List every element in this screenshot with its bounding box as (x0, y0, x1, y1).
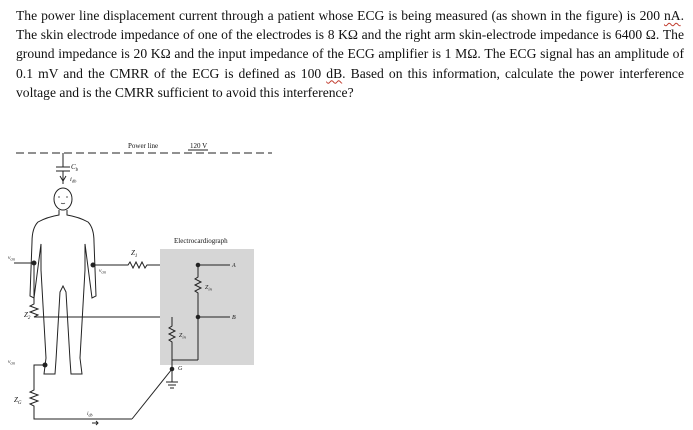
z1-label: $Z_1$ (131, 249, 138, 259)
unit-db-spellcheck: dB (326, 65, 343, 81)
ground-symbol (166, 369, 178, 388)
body-capacitor-cb (56, 153, 70, 184)
unit-na-spellcheck: nA (663, 8, 681, 23)
patient-body (30, 188, 96, 374)
ecg-interference-figure (0, 136, 300, 430)
question-part-3: . Based on this information, calculate the power interference voltage and is the CMRR sufficient to avoid this interference? (16, 65, 684, 100)
vcm-body-label: $v_{cm}$ (99, 268, 107, 275)
idb-bottom-label: $i_{db}$ (87, 411, 93, 418)
question-part-2: . The skin electrode impedance of one of the electrodes is 8 KΩ and the right arm skin-electrode impedance is 6400 Ω. The ground impedance is 20 KΩ and the input impedance of the ECG amplifier is 1 MΩ. The ECG signal has an amplitude of 0.1 mV and the CMRR of the ECG is defined as 100 (16, 8, 684, 81)
cb-label: $C_b$ (71, 163, 79, 173)
z2-label: $Z_2$ (24, 311, 31, 321)
question-part-1: The power line displacement current through a patient whose ECG is being measured (as shown in the figure) is 200 (16, 8, 664, 23)
idb-top-label: $i_{db}$ (70, 176, 77, 184)
terminal-a-label: A (232, 263, 236, 269)
ecg-amplifier-box (160, 249, 254, 365)
ecg-title: Electrocardiograph (174, 237, 228, 245)
zg-label: $Z_G$ (14, 396, 22, 406)
question-text (16, 6, 684, 102)
power-line-label: Power line (128, 142, 159, 150)
vcm-leg-label: $v_{cm}$ (8, 359, 16, 366)
terminal-b-label: B (232, 315, 236, 321)
zin-b-label: $Z_{in}$ (179, 333, 186, 340)
voltage-label: 120 V (190, 142, 208, 150)
terminal-g-label: G (178, 366, 183, 372)
zin-a-label: $Z_{in}$ (205, 285, 212, 292)
patient-head (54, 188, 72, 210)
vcm-left-label: $v_{cm}$ (8, 255, 16, 262)
